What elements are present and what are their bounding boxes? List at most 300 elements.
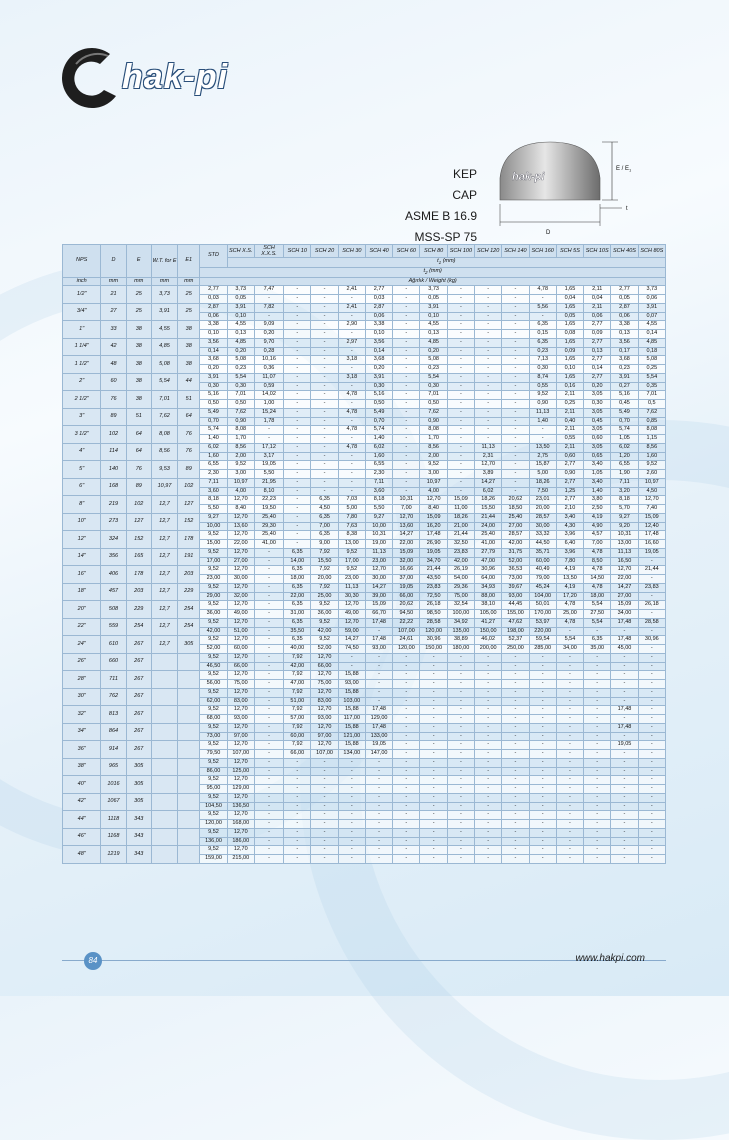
table-cell: - <box>611 680 638 689</box>
table-cell: 5,50 <box>254 470 283 479</box>
table-cell: - <box>284 837 311 846</box>
dimension-cell: 22" <box>63 618 101 636</box>
table-cell: - <box>529 828 556 837</box>
table-cell: 0,10 <box>227 312 254 321</box>
table-cell: 0,65 <box>584 452 611 461</box>
table-cell: 3,05 <box>584 443 611 452</box>
table-cell: - <box>447 295 474 304</box>
table-cell: 0,27 <box>611 382 638 391</box>
table-cell: 0,20 <box>200 365 227 374</box>
table-cell: 2,77 <box>556 496 583 505</box>
table-cell: - <box>447 435 474 444</box>
table-cell: - <box>502 653 529 662</box>
dimension-cell: 32" <box>63 706 101 724</box>
table-cell: 9,52 <box>638 461 665 470</box>
table-cell: - <box>284 487 311 496</box>
table-cell: - <box>447 776 474 785</box>
dimension-cell <box>151 828 177 846</box>
header-sch: SCH 140 <box>502 245 529 258</box>
cap-diagram <box>494 138 644 238</box>
table-cell: 3,80 <box>584 496 611 505</box>
table-cell: - <box>611 846 638 855</box>
table-cell: - <box>475 347 502 356</box>
dimension-cell <box>151 688 177 706</box>
table-cell: 18,26 <box>475 496 502 505</box>
table-cell: 2,41 <box>338 286 365 295</box>
table-cell: 6,35 <box>584 636 611 645</box>
table-cell: - <box>311 417 338 426</box>
table-cell: 4,30 <box>556 522 583 531</box>
table-cell: - <box>611 750 638 759</box>
dimension-cell: 51 <box>126 408 151 426</box>
table-cell: - <box>502 303 529 312</box>
table-cell: - <box>311 802 338 811</box>
header-e1: E1 <box>178 245 200 278</box>
cap-dimension-table <box>62 244 666 864</box>
dimension-cell: 1219 <box>101 846 126 864</box>
table-cell: 6,35 <box>284 601 311 610</box>
table-cell: - <box>502 855 529 864</box>
table-cell: - <box>611 688 638 697</box>
table-cell: 7,62 <box>638 408 665 417</box>
table-cell: 17,00 <box>200 557 227 566</box>
table-cell: - <box>556 680 583 689</box>
table-cell: - <box>311 767 338 776</box>
table-cell: - <box>284 496 311 505</box>
table-cell: 7,01 <box>420 391 447 400</box>
table-cell: 0,04 <box>556 295 583 304</box>
table-cell: - <box>475 365 502 374</box>
table-cell: 0,30 <box>365 382 392 391</box>
dimension-cell: 1" <box>63 321 101 339</box>
table-cell: 1,65 <box>556 321 583 330</box>
table-cell: 5,74 <box>365 426 392 435</box>
dimension-cell: 1168 <box>101 828 126 846</box>
table-cell: - <box>420 758 447 767</box>
table-cell: 23,01 <box>529 496 556 505</box>
table-cell: - <box>447 680 474 689</box>
table-cell: - <box>254 435 283 444</box>
table-cell: 19,05 <box>611 741 638 750</box>
table-cell: - <box>284 330 311 339</box>
dimension-cell <box>151 811 177 829</box>
table-cell: 2,77 <box>556 478 583 487</box>
table-cell: 6,55 <box>611 461 638 470</box>
table-cell: 13,00 <box>338 540 365 549</box>
table-cell: - <box>638 653 665 662</box>
table-cell: - <box>529 741 556 750</box>
table-cell: - <box>502 312 529 321</box>
table-cell: 0,28 <box>254 347 283 356</box>
table-cell: 12,70 <box>227 811 254 820</box>
website-link[interactable]: www.hakpi.com <box>575 953 645 964</box>
dimension-cell <box>178 776 200 794</box>
product-titles <box>405 164 477 248</box>
table-cell: 42,00 <box>284 662 311 671</box>
dimension-cell: 267 <box>126 636 151 654</box>
table-cell: 10,97 <box>227 478 254 487</box>
table-cell: - <box>338 820 365 829</box>
table-cell: - <box>529 662 556 671</box>
table-cell: 3,96 <box>556 548 583 557</box>
table-cell: - <box>393 391 420 400</box>
table-cell: 21,44 <box>447 531 474 540</box>
table-cell: 3,89 <box>475 470 502 479</box>
table-cell: 1,40 <box>200 435 227 444</box>
table-cell: 3,20 <box>611 487 638 496</box>
header-sch: SCH 120 <box>475 245 502 258</box>
table-cell: - <box>254 732 283 741</box>
dimension-cell: 8,56 <box>151 443 177 461</box>
table-cell: 12,70 <box>227 741 254 750</box>
header-sch: SCH 30 <box>338 245 365 258</box>
table-cell: - <box>529 723 556 732</box>
table-cell: 9,52 <box>200 741 227 750</box>
table-cell: 20,00 <box>529 505 556 514</box>
table-cell: 97,00 <box>227 732 254 741</box>
table-cell: - <box>447 855 474 864</box>
table-cell: - <box>475 750 502 759</box>
table-cell: 5,56 <box>529 303 556 312</box>
table-cell: - <box>254 802 283 811</box>
table-cell: - <box>338 487 365 496</box>
table-cell: - <box>447 487 474 496</box>
header-sch: SCH X.S. <box>227 245 254 258</box>
table-cell: - <box>284 461 311 470</box>
table-cell: - <box>338 846 365 855</box>
table-cell: 9,52 <box>529 391 556 400</box>
table-cell: 0,20 <box>254 330 283 339</box>
table-cell: 6,35 <box>311 531 338 540</box>
table-cell: 14,00 <box>284 557 311 566</box>
table-cell: 9,52 <box>420 461 447 470</box>
table-cell: - <box>311 837 338 846</box>
table-cell: 8,08 <box>420 426 447 435</box>
table-cell: - <box>284 391 311 400</box>
table-cell: 79,50 <box>200 750 227 759</box>
table-cell: 0,20 <box>584 382 611 391</box>
table-cell: 3,56 <box>611 338 638 347</box>
table-cell: - <box>254 601 283 610</box>
table-cell: 52,00 <box>502 557 529 566</box>
table-cell: - <box>254 426 283 435</box>
table-cell: 2,87 <box>365 303 392 312</box>
dimension-cell: 2" <box>63 373 101 391</box>
table-cell: 2,50 <box>584 505 611 514</box>
table-cell: 88,00 <box>475 592 502 601</box>
table-cell: - <box>638 671 665 680</box>
table-cell: 12,70 <box>227 601 254 610</box>
table-cell: - <box>393 321 420 330</box>
table-cell: 17,12 <box>254 443 283 452</box>
table-row-thickness <box>63 426 666 435</box>
table-cell: 23,83 <box>447 548 474 557</box>
dimension-cell: 25 <box>178 303 200 321</box>
table-cell: - <box>475 706 502 715</box>
table-cell: - <box>284 855 311 864</box>
dimension-cell: 16" <box>63 566 101 584</box>
table-cell: 168,00 <box>227 820 254 829</box>
table-cell: 11,13 <box>475 443 502 452</box>
table-cell: 11,13 <box>365 548 392 557</box>
table-cell: - <box>584 758 611 767</box>
table-cell: 8,18 <box>611 496 638 505</box>
table-cell: 34,92 <box>447 618 474 627</box>
table-cell: - <box>254 758 283 767</box>
table-cell: - <box>502 811 529 820</box>
table-cell: 8,74 <box>529 373 556 382</box>
table-cell: 4,78 <box>556 618 583 627</box>
table-cell: 22,00 <box>227 540 254 549</box>
table-cell: 40,49 <box>529 566 556 575</box>
table-cell: 0,30 <box>584 400 611 409</box>
table-row-thickness <box>63 741 666 750</box>
table-cell: - <box>311 321 338 330</box>
dimension-cell <box>178 758 200 776</box>
table-cell: 8,18 <box>200 496 227 505</box>
table-cell: 285,00 <box>529 645 556 654</box>
table-cell: 56,00 <box>200 680 227 689</box>
table-cell: 25,40 <box>502 513 529 522</box>
table-cell: - <box>393 750 420 759</box>
table-cell: 25,00 <box>311 592 338 601</box>
table-cell: - <box>393 732 420 741</box>
dimension-cell: 51 <box>178 391 200 409</box>
table-cell: - <box>502 391 529 400</box>
dimension-cell <box>151 793 177 811</box>
table-cell: - <box>365 671 392 680</box>
dimension-cell <box>178 706 200 724</box>
table-cell: 52,00 <box>311 645 338 654</box>
table-cell: 3,91 <box>365 373 392 382</box>
table-cell: 107,00 <box>311 750 338 759</box>
table-cell: - <box>611 627 638 636</box>
table-cell: 0,23 <box>529 347 556 356</box>
table-cell: - <box>638 855 665 864</box>
table-cell: 35,50 <box>284 627 311 636</box>
table-cell: 42,00 <box>447 557 474 566</box>
table-cell: 83,00 <box>227 697 254 706</box>
table-cell: 9,09 <box>254 321 283 330</box>
table-cell: 0,50 <box>227 400 254 409</box>
table-cell: 66,70 <box>365 610 392 619</box>
table-cell: - <box>502 478 529 487</box>
table-cell: - <box>284 443 311 452</box>
dimension-cell: 44" <box>63 811 101 829</box>
dimension-cell: 25 <box>126 303 151 321</box>
table-cell: 0,06 <box>611 312 638 321</box>
table-cell: - <box>502 697 529 706</box>
table-cell: - <box>475 671 502 680</box>
table-cell: - <box>638 575 665 584</box>
table-cell: - <box>311 312 338 321</box>
table-row-thickness <box>63 706 666 715</box>
table-cell: - <box>584 846 611 855</box>
table-cell: - <box>529 295 556 304</box>
header-t1: $t_1$ (mm) <box>227 258 665 268</box>
table-cell: 28,57 <box>502 531 529 540</box>
table-cell: 26,18 <box>420 601 447 610</box>
table-cell: 13,60 <box>227 522 254 531</box>
table-cell: 60,00 <box>529 557 556 566</box>
dimension-cell: 305 <box>126 793 151 811</box>
table-cell: 6,35 <box>311 513 338 522</box>
table-cell: 159,00 <box>200 855 227 864</box>
dimension-cell <box>151 706 177 724</box>
table-cell: 125,00 <box>227 767 254 776</box>
table-cell: - <box>611 811 638 820</box>
table-row-thickness <box>63 391 666 400</box>
table-cell: - <box>393 443 420 452</box>
table-cell: - <box>365 793 392 802</box>
table-cell: - <box>447 347 474 356</box>
table-cell: 15,09 <box>365 601 392 610</box>
dimension-cell: 965 <box>101 758 126 776</box>
table-cell: - <box>254 688 283 697</box>
table-cell: - <box>254 566 283 575</box>
dimension-cell: 559 <box>101 618 126 636</box>
table-cell: - <box>420 750 447 759</box>
table-cell: - <box>338 461 365 470</box>
table-cell: - <box>393 715 420 724</box>
table-cell: 4,78 <box>338 443 365 452</box>
table-cell: 5,08 <box>227 356 254 365</box>
weight-header: Ağırlık / Weight (kg) <box>200 277 666 286</box>
table-cell: 13,60 <box>393 522 420 531</box>
table-cell: 12,70 <box>311 653 338 662</box>
table-cell: - <box>611 715 638 724</box>
table-cell: - <box>284 802 311 811</box>
table-cell: 52,37 <box>502 636 529 645</box>
table-cell: - <box>338 478 365 487</box>
table-cell: - <box>338 417 365 426</box>
table-cell: - <box>365 811 392 820</box>
table-cell: 9,52 <box>200 566 227 575</box>
table-cell: - <box>584 680 611 689</box>
table-cell: - <box>447 697 474 706</box>
dimension-cell <box>178 723 200 741</box>
table-cell: 0,55 <box>529 382 556 391</box>
table-cell: 2,77 <box>584 321 611 330</box>
table-cell: 32,54 <box>447 601 474 610</box>
table-cell: 9,52 <box>338 548 365 557</box>
table-cell: 1,15 <box>638 435 665 444</box>
table-cell: 16,60 <box>638 540 665 549</box>
table-cell: - <box>502 338 529 347</box>
table-cell: - <box>311 382 338 391</box>
table-cell: - <box>475 820 502 829</box>
table-cell: - <box>556 802 583 811</box>
table-cell: 0,90 <box>556 470 583 479</box>
table-cell: 2,77 <box>556 461 583 470</box>
table-cell: 103,00 <box>338 697 365 706</box>
table-cell: - <box>311 820 338 829</box>
table-cell: - <box>584 837 611 846</box>
table-cell: 15,09 <box>611 601 638 610</box>
table-cell: 79,00 <box>529 575 556 584</box>
table-cell: 7,40 <box>638 505 665 514</box>
table-cell: 0,30 <box>529 365 556 374</box>
dimension-cell: 60 <box>101 373 126 391</box>
dimension-cell: 12,7 <box>151 513 177 531</box>
table-cell: 21,44 <box>638 566 665 575</box>
table-cell: - <box>254 741 283 750</box>
table-cell: - <box>338 785 365 794</box>
table-cell: 0,60 <box>584 435 611 444</box>
table-cell: 4,55 <box>227 321 254 330</box>
table-cell: 2,60 <box>638 470 665 479</box>
table-cell: 0,06 <box>638 295 665 304</box>
table-cell: 1,65 <box>556 373 583 382</box>
dimension-cell: 914 <box>101 741 126 759</box>
table-cell: - <box>584 776 611 785</box>
dimension-cell: 1 1/4" <box>63 338 101 356</box>
table-cell: 7,13 <box>529 356 556 365</box>
table-cell: - <box>502 785 529 794</box>
table-cell: - <box>502 400 529 409</box>
table-cell: - <box>529 653 556 662</box>
title-kep: KEP <box>452 167 477 181</box>
table-cell: - <box>338 855 365 864</box>
table-cell: 1,70 <box>227 435 254 444</box>
dimension-cell: 20" <box>63 601 101 619</box>
dimension-cell <box>178 811 200 829</box>
table-cell: - <box>254 618 283 627</box>
table-cell: 2,11 <box>556 408 583 417</box>
table-row-thickness <box>63 723 666 732</box>
table-cell: - <box>447 802 474 811</box>
table-cell: - <box>529 732 556 741</box>
table-cell: 45,00 <box>611 645 638 654</box>
table-cell: - <box>475 400 502 409</box>
table-cell: 9,52 <box>200 601 227 610</box>
table-cell: 75,00 <box>311 680 338 689</box>
table-cell: - <box>611 785 638 794</box>
table-cell: 9,52 <box>311 618 338 627</box>
unit-cell: mm <box>126 277 151 286</box>
table-cell: - <box>338 811 365 820</box>
table-cell: - <box>393 417 420 426</box>
table-cell: 0,07 <box>638 312 665 321</box>
table-cell: - <box>420 680 447 689</box>
table-cell: - <box>254 653 283 662</box>
table-cell: 12,70 <box>227 758 254 767</box>
table-cell: - <box>284 540 311 549</box>
table-cell: - <box>393 837 420 846</box>
table-cell: - <box>475 828 502 837</box>
table-cell: 12,70 <box>227 636 254 645</box>
table-cell: 7,92 <box>284 688 311 697</box>
table-cell: 2,97 <box>338 338 365 347</box>
table-cell: - <box>420 837 447 846</box>
table-cell: 27,00 <box>611 592 638 601</box>
table-row-thickness <box>63 338 666 347</box>
table-cell: - <box>393 452 420 461</box>
table-cell: 72,50 <box>420 592 447 601</box>
table-cell: - <box>447 417 474 426</box>
table-cell: 12,70 <box>227 548 254 557</box>
dimension-cell: 229 <box>178 583 200 601</box>
table-cell: 0,06 <box>584 312 611 321</box>
dimension-cell: 38 <box>126 391 151 409</box>
table-cell: 12,70 <box>311 723 338 732</box>
table-cell: - <box>447 461 474 470</box>
table-cell: - <box>447 338 474 347</box>
table-cell: 24,00 <box>475 522 502 531</box>
table-cell: 15,50 <box>475 505 502 514</box>
dimension-cell: 3,73 <box>151 286 177 304</box>
dimension-cell: 168 <box>101 478 126 496</box>
